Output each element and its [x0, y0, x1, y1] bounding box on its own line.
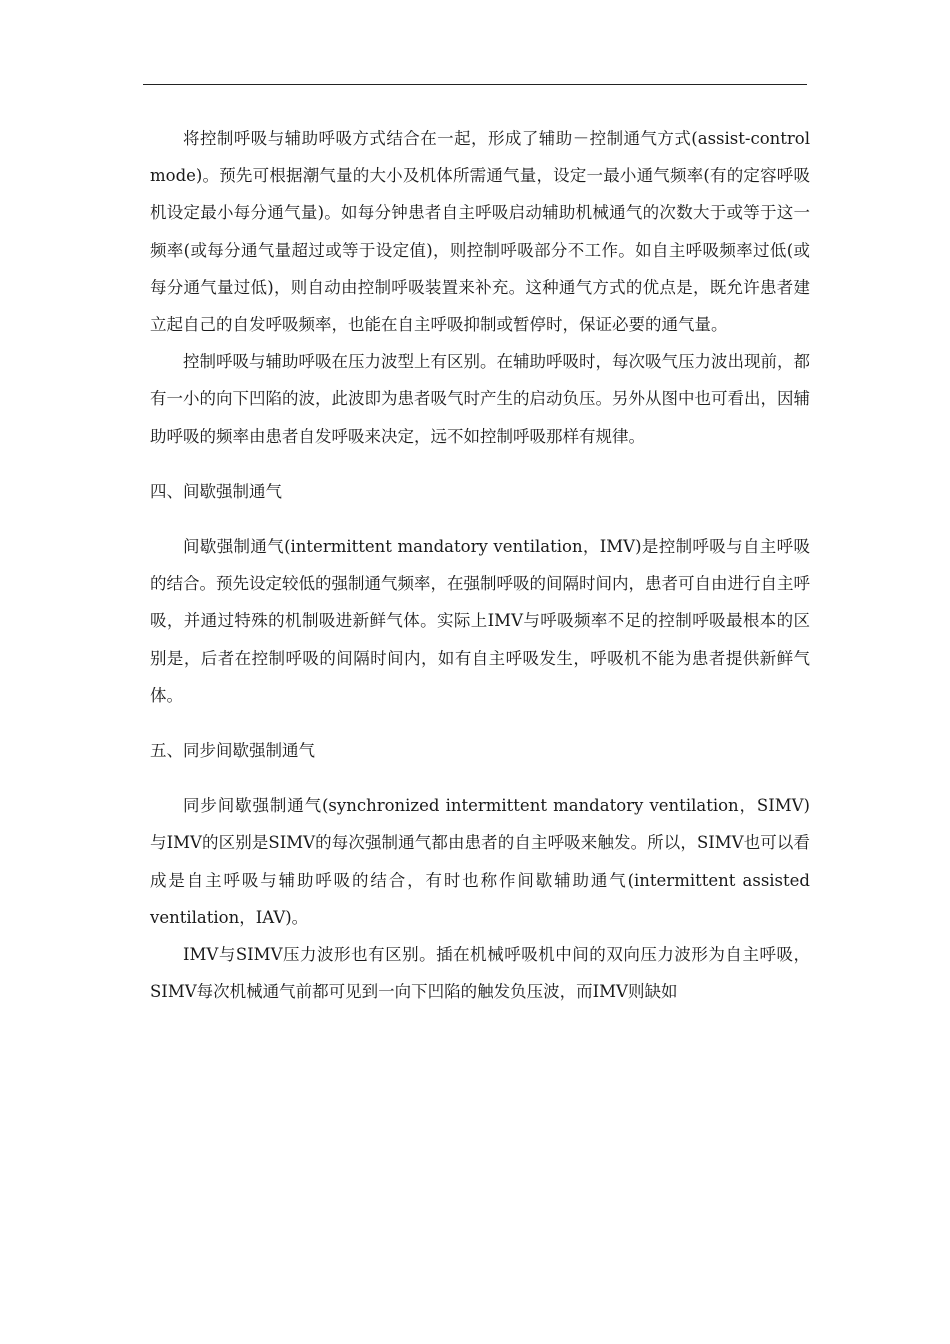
header-rule [143, 84, 807, 85]
document-body [150, 120, 810, 1010]
section-heading-imv: 四、间歇强制通气 [150, 481, 282, 501]
paragraph-imv-simv-waveform: IMV与SIMV压力波形也有区别。插在机械呼吸机中间的双向压力波形为自主呼吸，SIMV每次机械通气前都可见到一向下凹陷的触发负压波，而IMV则缺如 [150, 945, 810, 1002]
paragraph-pressure-waveform: 控制呼吸与辅助呼吸在压力波型上有区别。在辅助呼吸时，每次吸气压力波出现前，都有一小的向下凹陷的波，此波即为患者吸气时产生的启动负压。另外从图中也可看出，因辅助呼吸的频率由患者自发呼吸来决定，远不如控制呼吸那样有规律。 [150, 352, 810, 446]
paragraph-simv: 同步间歇强制通气(synchronized intermittent mandatory ventilation，SIMV)与IMV的区别是SIMV的每次强制通气都由患者的自主呼吸来触发。所以，SIMV也可以看成是自主呼吸与辅助呼吸的结合，有时也称作间歇辅助通气(intermittent assisted ventilation，IAV)。 [150, 796, 810, 927]
paragraph-imv: 间歇强制通气(intermittent mandatory ventilation，IMV)是控制呼吸与自主呼吸的结合。预先设定较低的强制通气频率，在强制呼吸的间隔时间内，患者可自由进行自主呼吸，并通过特殊的机制吸进新鲜气体。实际上IMV与呼吸频率不足的控制呼吸最根本的区别是，后者在控制呼吸的间隔时间内，如有自主呼吸发生，呼吸机不能为患者提供新鲜气体。 [150, 537, 810, 705]
section-heading-simv: 五、同步间歇强制通气 [150, 741, 315, 761]
paragraph-assist-control: 将控制呼吸与辅助呼吸方式结合在一起，形成了辅助－控制通气方式(assist-control mode)。预先可根据潮气量的大小及机体所需通气量，设定一最小通气频率(有的定容呼吸机设定最小每分通气量)。如每分钟患者自主呼吸启动辅助机械通气的次数大于或等于这一频率(或每分通气量超过或等于设定值)，则控制呼吸部分不工作。如自主呼吸频率过低(或每分通气量过低)，则自动由控制呼吸装置来补充。这种通气方式的优点是，既允许患者建立起自己的自发呼吸频率，也能在自主呼吸抑制或暂停时，保证必要的通气量。 [150, 129, 810, 335]
